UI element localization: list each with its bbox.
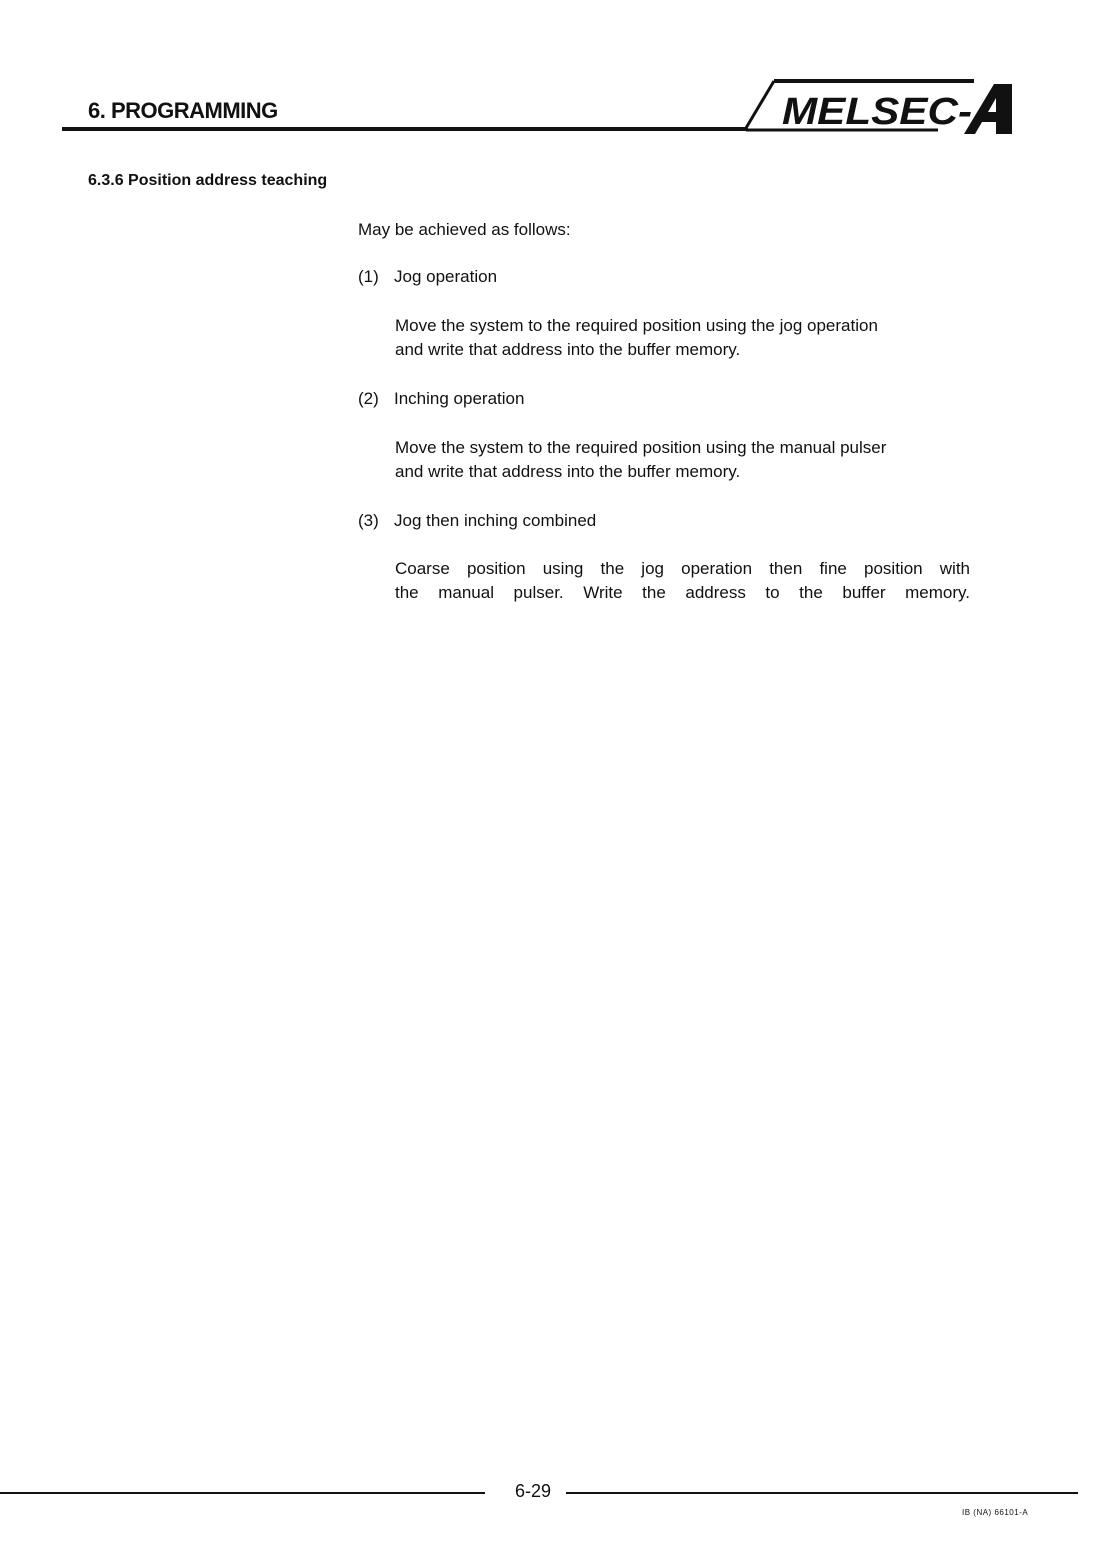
chapter-title: 6. PROGRAMMING — [88, 98, 278, 123]
item-heading-2 — [358, 387, 524, 411]
header-rule — [62, 127, 748, 131]
item-2-line-1: Move the system to the required position using the manual pulser — [395, 438, 887, 457]
item-title-3: Jog then inching combined — [394, 511, 597, 530]
item-2-line-2: and write that address into the buffer memory. — [395, 462, 741, 481]
footer-rule-right — [566, 1492, 1078, 1494]
item-number-2: (2) — [358, 389, 379, 408]
item-heading-3 — [358, 509, 596, 533]
item-number-3: (3) — [358, 511, 379, 530]
item-3-line-1: Coarse position using the jog operation then fine position with — [395, 559, 970, 578]
section-heading: 6.3.6 Position address teaching — [88, 172, 328, 189]
item-1-line-1: Move the system to the required position using the jog operation — [395, 316, 878, 335]
logo-slash — [746, 81, 774, 128]
footer-rule-left — [0, 1492, 485, 1494]
intro-text: May be achieved as follows: — [358, 220, 571, 239]
item-1-line-2: and write that address into the buffer memory. — [395, 340, 741, 359]
item-number-1: (1) — [358, 267, 379, 286]
item-heading-1 — [358, 265, 497, 289]
page-number: 6-29 — [514, 1481, 552, 1501]
item-description-3 — [395, 557, 970, 605]
item-description-1 — [395, 314, 970, 362]
melsec-logo — [742, 78, 1022, 140]
document-code: IB (NA) 66101-A — [962, 1508, 1029, 1517]
item-title-2: Inching operation — [394, 389, 525, 408]
logo-text: MELSEC- — [782, 91, 972, 133]
item-title-1: Jog operation — [394, 267, 498, 286]
item-description-2 — [395, 436, 970, 484]
item-3-line-2: the manual pulser. Write the address to the buffer memory. — [395, 583, 970, 602]
